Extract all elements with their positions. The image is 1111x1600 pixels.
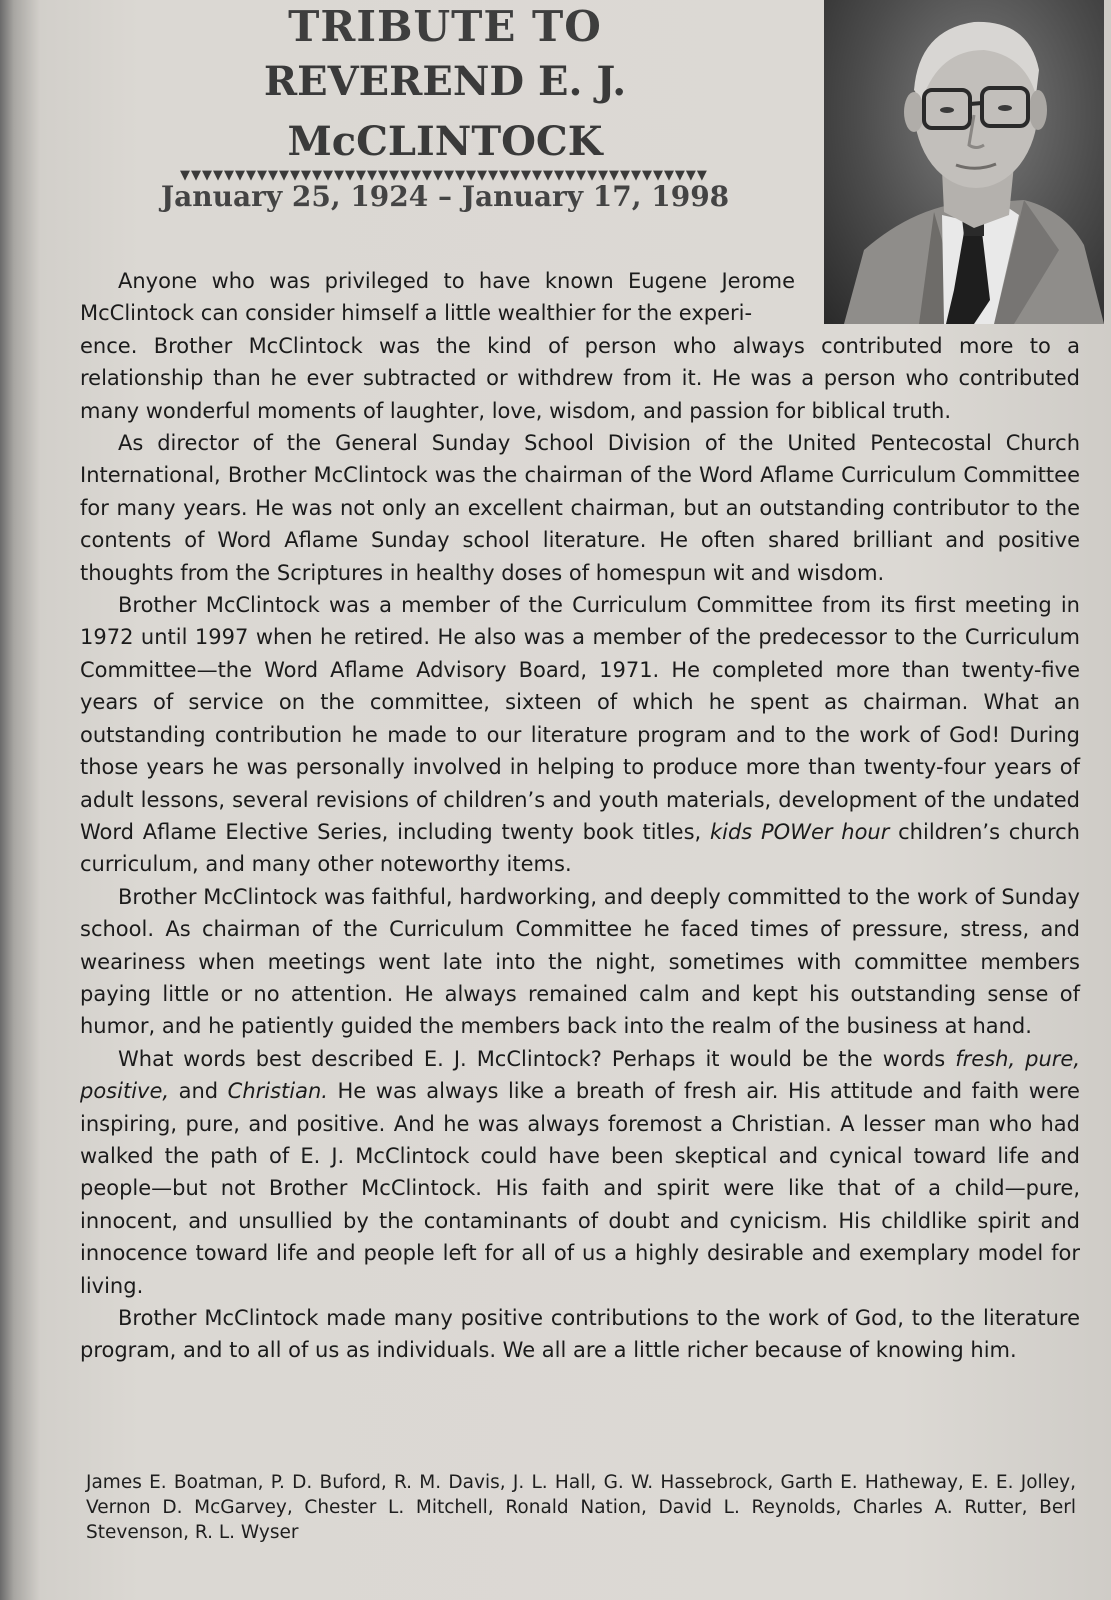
- paragraph-3-italic: kids POWer hour: [709, 819, 890, 844]
- paragraph-5-and: and: [178, 1079, 219, 1104]
- title-line-1: TRIBUTE TO: [288, 2, 602, 51]
- triangle-ornament-divider: ▼▼▼▼▼▼▼▼▼▼▼▼▼▼▼▼▼▼▼▼▼▼▼▼▼▼▼▼▼▼▼▼▼▼▼▼▼▼▼▼▼▼▼▼▼▼▼▼: [180, 168, 708, 183]
- header: [100, 0, 790, 213]
- paragraph-5-italic-1: fresh, pure, positive,: [80, 1046, 1080, 1104]
- paragraph-5: [80, 1043, 1080, 1302]
- paragraph-1-continued: ence. Brother McClintock was the kind of person who always contributed more to a relationship than he ever subtracted or withdrew from it. He was a person who contributed many wonderful moments of laughter, love, wisdom, and passion for biblical truth.: [80, 333, 1080, 423]
- paragraph-2: As director of the General Sunday School Division of the United Pentecostal Church International, Brother McClintock was the chairman of the Word Aflame Curriculum Committee for many years. He was not only an excellent chairman, but an outstanding contributor to the contents of Word Aflame Sunday school literature. He often shared brilliant and positive thoughts from the Scriptures in healthy doses of homespun wit and wisdom.: [80, 431, 1080, 585]
- paragraph-3-text-b: children’s church curriculum, and many other noteworthy items.: [80, 819, 1080, 877]
- paragraph-4: Brother McClintock was faithful, hardworking, and deeply committed to the work of Sunday school. As chairman of the Curriculum Committee he faced times of pressure, stress, and weariness when meetings went late into the night, sometimes with committee members paying little or no attention. He always remained calm and kept his outstanding sense of humor, and he patiently guided the members back into the realm of the business at hand.: [80, 884, 1080, 1039]
- paragraph-3: [80, 589, 1080, 881]
- title-line-2: REVEREND E. J. McCLINTOCK: [263, 58, 627, 165]
- paragraph-5-italic-2: Christian.: [227, 1079, 328, 1104]
- paragraph-5-text-b: He was always like a breath of fresh air. His attitude and faith were inspiring, pure, and positive. And he was always foremost a Christian. A lesser man who had walked the path of E. J. McClintock could have been skeptical and cynical toward life and people—but not Brother McClintock. His faith and spirit were like that of a child—pure, innocent, and unsullied by the contaminants of doubt and cynicism. His childlike spirit and innocence toward life and people left for all of us a highly desirable and exemplary model for living.: [80, 1079, 1080, 1298]
- paragraph-6: Brother McClintock made many positive contributions to the work of God, to the literature program, and to all of us as individuals. We all are a little richer because of knowing him.: [80, 1306, 1080, 1363]
- paragraph-3-text-a: Brother McClintock was a member of the Curriculum Committee from its first meeting in 1972 until 1997 when he retired. He also was a member of the predecessor to the Curriculum Committee—the Word Aflame Advisory Board, 1971. He completed more than twenty-five years of service on the committee, sixteen of which he spent as chairman. What an outstanding contribution he made to our literature program and to the work of God! During those years he was personally involved in helping to produce more than twenty-four years of adult lessons, several revisions of children’s and youth materials, development of the undated Word Aflame Elective Series, including twenty book titles,: [80, 593, 1080, 844]
- tribute-body: [80, 265, 1080, 1367]
- paragraph-5-text-a: What words best described E. J. McClintock? Perhaps it would be the words: [118, 1046, 946, 1071]
- paragraph-1-opening: Anyone who was privileged to have known Eugene Jerome McClintock can consider himself a little wealthier for the experi-: [80, 269, 795, 326]
- life-dates: January 25, 1924 – January 17, 1998: [160, 180, 730, 213]
- signers-list: James E. Boatman, P. D. Buford, R. M. Davis, J. L. Hall, G. W. Hassebrock, Garth E. Hatheway, E. E. Jolley, Vernon D. McGarvey, Chester L. Mitchell, Ronald Nation, David L. Reynolds, Charles A. Rutter, Berl Stevenson, R. L. Wyser: [86, 1472, 1076, 1543]
